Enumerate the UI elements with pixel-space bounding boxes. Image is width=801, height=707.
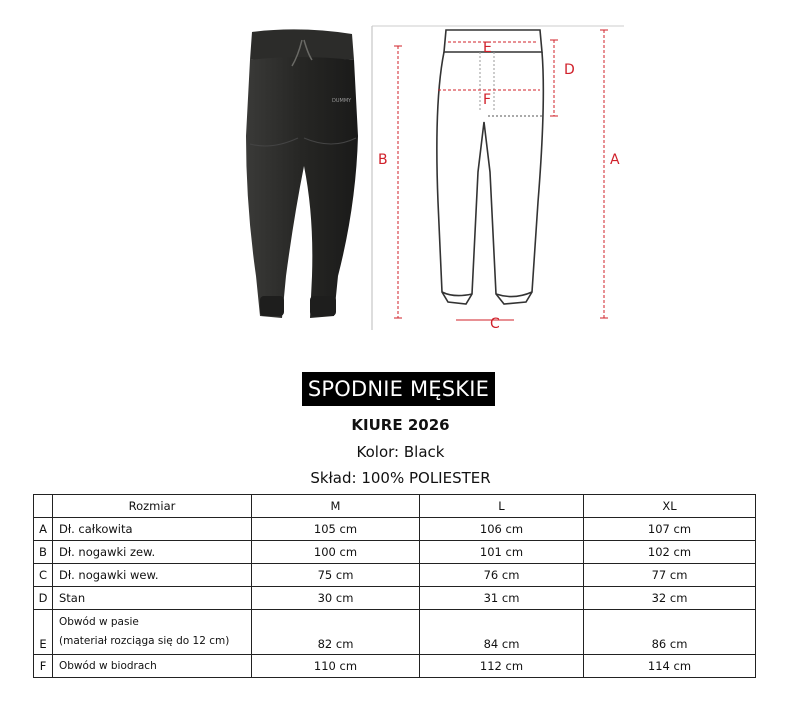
size-table bbox=[33, 494, 756, 678]
photo-brand-mark: DUMMY bbox=[332, 98, 352, 104]
row-value-l: 76 cm bbox=[420, 564, 584, 587]
header-size-label: Rozmiar bbox=[53, 495, 252, 518]
table-row bbox=[34, 655, 756, 678]
color-info: Kolor: Black bbox=[356, 443, 445, 461]
measurement-diagram bbox=[368, 22, 628, 334]
table-row bbox=[34, 610, 756, 655]
model-name: KIURE 2026 bbox=[351, 416, 450, 434]
row-value-xl: 107 cm bbox=[584, 518, 756, 541]
row-value-m: 82 cm bbox=[252, 610, 420, 655]
table-row bbox=[34, 541, 756, 564]
table-row bbox=[34, 564, 756, 587]
row-name: Stan bbox=[53, 587, 252, 610]
row-value-m: 75 cm bbox=[252, 564, 420, 587]
row-code: C bbox=[34, 564, 53, 587]
header-size-l: L bbox=[420, 495, 584, 518]
label-a: A bbox=[610, 152, 620, 168]
product-title: SPODNIE MĘSKIE bbox=[302, 372, 495, 406]
row-name: Obwód w pasie bbox=[59, 616, 139, 628]
row-code: A bbox=[34, 518, 53, 541]
row-value-m: 105 cm bbox=[252, 518, 420, 541]
row-name: Obwód w biodrach bbox=[53, 655, 252, 678]
row-value-l: 112 cm bbox=[420, 655, 584, 678]
row-name-cell bbox=[53, 610, 252, 655]
row-code: E bbox=[34, 610, 53, 655]
row-name: Dł. całkowita bbox=[53, 518, 252, 541]
product-photo bbox=[242, 26, 360, 322]
header-code bbox=[34, 495, 53, 518]
row-code: D bbox=[34, 587, 53, 610]
row-name: Dł. nogawki wew. bbox=[53, 564, 252, 587]
table-row bbox=[34, 587, 756, 610]
row-code: B bbox=[34, 541, 53, 564]
measurement-lines bbox=[394, 30, 608, 320]
row-value-m: 100 cm bbox=[252, 541, 420, 564]
row-value-xl: 114 cm bbox=[584, 655, 756, 678]
label-f: F bbox=[483, 92, 492, 108]
table-header-row bbox=[34, 495, 756, 518]
label-c: C bbox=[490, 316, 500, 332]
row-value-xl: 102 cm bbox=[584, 541, 756, 564]
row-value-m: 30 cm bbox=[252, 587, 420, 610]
row-value-l: 106 cm bbox=[420, 518, 584, 541]
row-value-m: 110 cm bbox=[252, 655, 420, 678]
table-row bbox=[34, 518, 756, 541]
label-b: B bbox=[378, 152, 388, 168]
pants-outline bbox=[437, 30, 543, 304]
row-value-l: 31 cm bbox=[420, 587, 584, 610]
row-code: F bbox=[34, 655, 53, 678]
row-value-l: 84 cm bbox=[420, 610, 584, 655]
row-value-xl: 86 cm bbox=[584, 610, 756, 655]
composition-info: Skład: 100% POLIESTER bbox=[310, 469, 491, 487]
header-size-m: M bbox=[252, 495, 420, 518]
label-e: E bbox=[483, 40, 492, 56]
row-value-xl: 77 cm bbox=[584, 564, 756, 587]
row-value-xl: 32 cm bbox=[584, 587, 756, 610]
row-note: (materiał rozciąga się do 12 cm) bbox=[59, 635, 230, 647]
header-size-xl: XL bbox=[584, 495, 756, 518]
row-name: Dł. nogawki zew. bbox=[53, 541, 252, 564]
row-value-l: 101 cm bbox=[420, 541, 584, 564]
label-d: D bbox=[564, 62, 575, 78]
